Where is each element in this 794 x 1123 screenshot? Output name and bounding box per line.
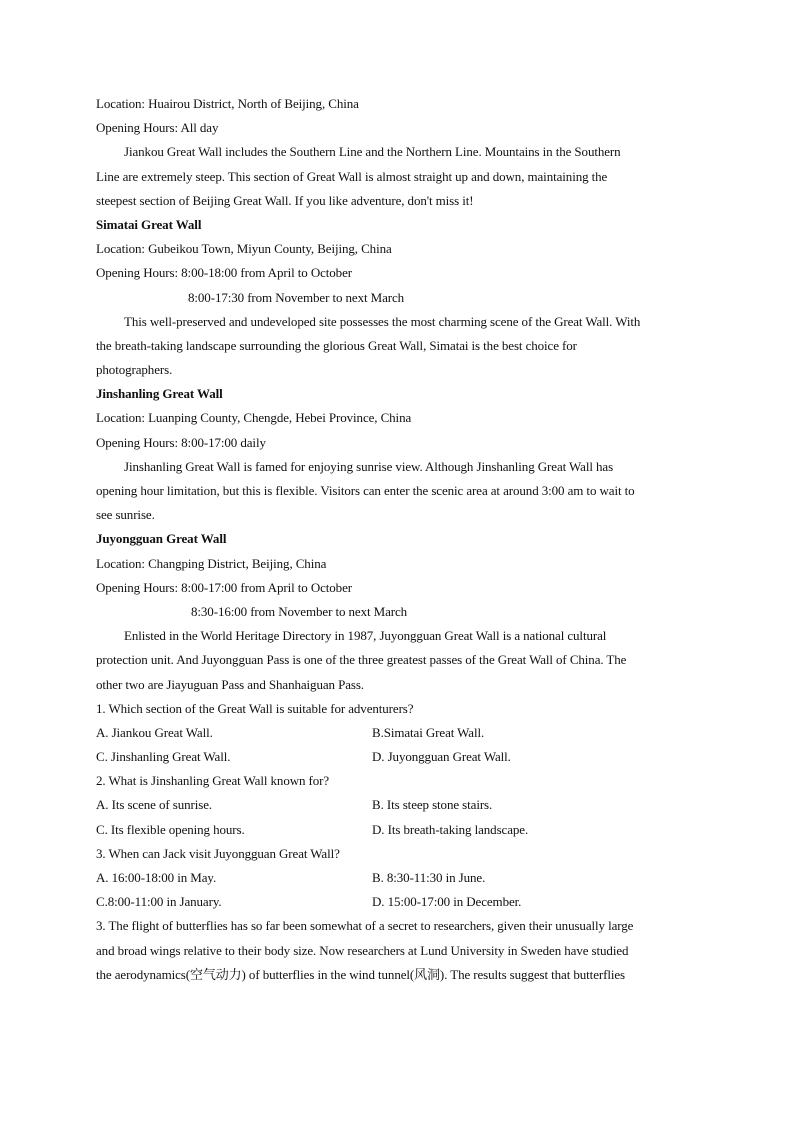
question-1: 1. Which section of the Great Wall is suitable for adventurers? — [96, 700, 414, 716]
jiankou-hours: Opening Hours: All day — [96, 120, 219, 136]
jiankou-desc-line: Line are extremely steep. This section of Great Wall is almost straight up and down, maintaining the — [96, 168, 608, 184]
question-1-option-c: C. Jinshanling Great Wall. — [96, 749, 231, 765]
question-2: 2. What is Jinshanling Great Wall known for? — [96, 773, 330, 789]
question-3: 3. When can Jack visit Juyongguan Great Wall? — [96, 845, 340, 861]
question-1-option-d: D. Juyongguan Great Wall. — [372, 749, 511, 765]
juyongguan-location: Location: Changping District, Beijing, China — [96, 555, 327, 571]
juyongguan-hours: Opening Hours: 8:00-17:00 from April to October — [96, 579, 352, 595]
simatai-location: Location: Gubeikou Town, Miyun County, Beijing, China — [96, 241, 392, 257]
juyongguan-desc-line: Enlisted in the World Heritage Directory in 1987, Juyongguan Great Wall is a national cultural — [124, 628, 607, 644]
juyongguan-hours-second: 8:30-16:00 from November to next March — [191, 603, 408, 619]
juyongguan-desc-line: other two are Jiayuguan Pass and Shanhaiguan Pass. — [96, 676, 364, 692]
passage-3-line: the aerodynamics(空气动力) of butterflies in the wind tunnel(风洞). The results suggest that butterflies — [96, 966, 625, 982]
question-3-option-d: D. 15:00-17:00 in December. — [372, 894, 522, 910]
question-3-options-row — [96, 890, 700, 914]
juyongguan-title: Juyongguan Great Wall — [96, 531, 227, 547]
simatai-desc-line: the breath-taking landscape surrounding the glorious Great Wall, Simatai is the best choice for — [96, 337, 577, 353]
jinshanling-desc-line: see sunrise. — [96, 507, 155, 523]
question-3-option-c: C.8:00-11:00 in January. — [96, 894, 222, 910]
simatai-hours-second: 8:00-17:30 from November to next March — [188, 289, 405, 305]
jinshanling-title: Jinshanling Great Wall — [96, 386, 223, 402]
question-1-option-b: B.Simatai Great Wall. — [372, 724, 485, 740]
question-2-options-row — [96, 793, 700, 817]
document-page — [96, 92, 700, 987]
simatai-desc-line: photographers. — [96, 362, 173, 378]
question-2-option-d: D. Its breath-taking landscape. — [372, 821, 529, 837]
jiankou-location: Location: Huairou District, North of Beijing, China — [96, 96, 359, 111]
question-2-option-a: A. Its scene of sunrise. — [96, 797, 213, 813]
question-2-option-c: C. Its flexible opening hours. — [96, 821, 245, 837]
passage-3-line: and broad wings relative to their body size. Now researchers at Lund University in Sweden have studied — [96, 942, 629, 958]
simatai-desc-line: This well-preserved and undeveloped site possesses the most charming scene of the Great Wall. With — [124, 313, 641, 329]
jinshanling-desc-line: Jinshanling Great Wall is famed for enjoying sunrise view. Although Jinshanling Great Wall has — [124, 458, 614, 474]
question-1-options-row — [96, 745, 700, 769]
question-1-options-row — [96, 721, 700, 745]
question-2-options-row — [96, 818, 700, 842]
question-3-option-b: B. 8:30-11:30 in June. — [372, 870, 486, 885]
jinshanling-location: Location: Luanping County, Chengde, Hebei Province, China — [96, 410, 412, 426]
simatai-hours: Opening Hours: 8:00-18:00 from April to October — [96, 265, 352, 281]
jinshanling-hours: Opening Hours: 8:00-17:00 daily — [96, 434, 266, 450]
jiankou-desc-line: steepest section of Beijing Great Wall. If you like adventure, don't miss it! — [96, 192, 474, 208]
juyongguan-desc-line: protection unit. And Juyongguan Pass is one of the three greatest passes of the Great Wall of China. The — [96, 652, 627, 668]
question-2-option-b: B. Its steep stone stairs. — [372, 797, 493, 813]
question-3-options-row — [96, 866, 700, 890]
jinshanling-desc-line: opening hour limitation, but this is flexible. Visitors can enter the scenic area at around 3:00 am to wait to — [96, 483, 635, 498]
jiankou-desc-line: Jiankou Great Wall includes the Southern Line and the Northern Line. Mountains in the Southern — [124, 144, 621, 160]
question-3-option-a: A. 16:00-18:00 in May. — [96, 870, 217, 885]
question-1-option-a: A. Jiankou Great Wall. — [96, 724, 213, 740]
simatai-title: Simatai Great Wall — [96, 216, 202, 232]
passage-3-line: 3. The flight of butterflies has so far been somewhat of a secret to researchers, given their unusually large — [96, 918, 634, 934]
